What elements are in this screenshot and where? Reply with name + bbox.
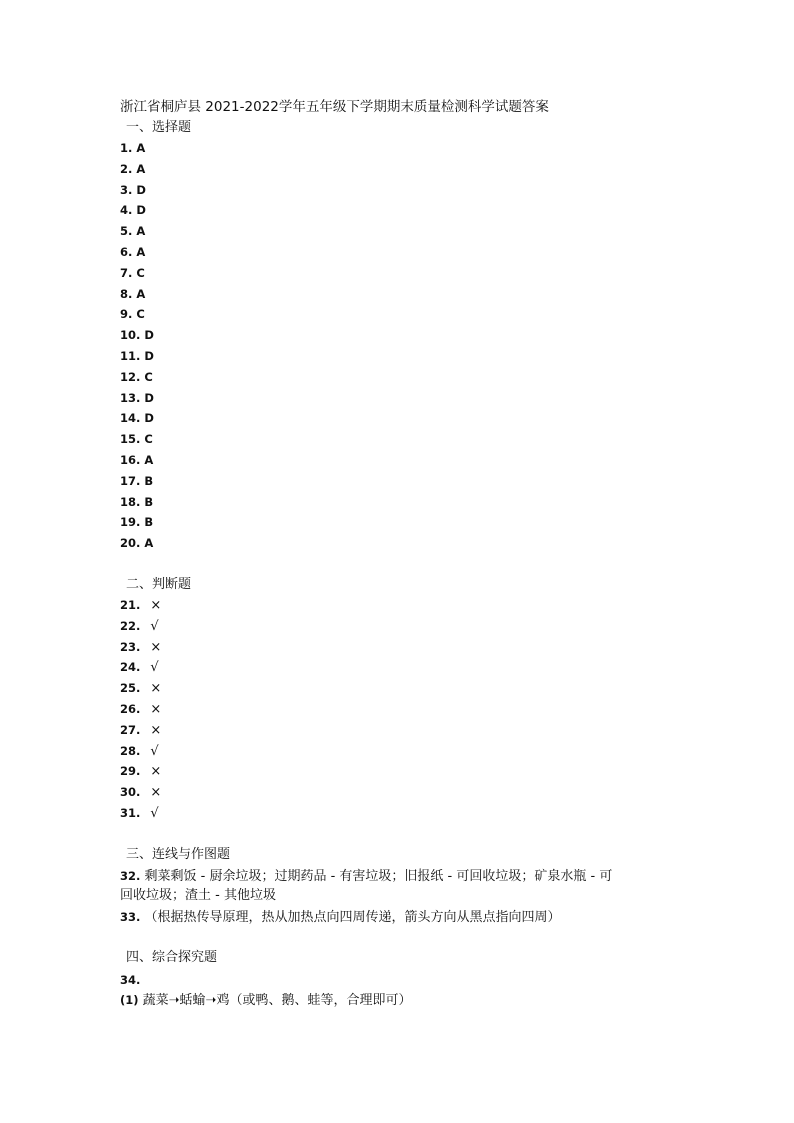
choice-answer-item <box>120 388 154 409</box>
answer-value: B <box>144 494 154 509</box>
question-number: 13. <box>120 390 141 405</box>
question-number: 5. <box>120 224 133 239</box>
judgement-answer-item <box>120 616 161 637</box>
answer-value: A <box>144 536 154 551</box>
question-number: 29. <box>120 764 141 779</box>
question-number: 2. <box>120 161 133 176</box>
answer-value: × <box>150 598 162 613</box>
question-number: 31. <box>120 805 141 820</box>
answer-text: 蔬菜➝蛞蝓➝鸡（或鸭、鹅、蛙等，合理即可） <box>142 993 412 1008</box>
answer-value: × <box>150 701 162 717</box>
question-number: 7. <box>120 265 133 280</box>
question-number: 20. <box>120 536 141 551</box>
section-heading-inquiry: 四、综合探究题 <box>126 950 218 965</box>
answer-text: 剩菜剩饭 - 厨余垃圾；过期药品 - 有害垃圾；旧报纸 - 可回收垃圾；矿泉水瓶 - 可 <box>144 869 613 884</box>
question-number: 24. <box>120 660 141 675</box>
question-number: 28. <box>120 743 141 758</box>
section-heading-choice: 一、选择题 <box>126 120 192 135</box>
question-number: 10. <box>120 328 141 343</box>
question-number: 25. <box>120 681 141 696</box>
judgement-answer-item <box>120 720 161 741</box>
answer-q33 <box>120 907 561 929</box>
question-number: 21. <box>120 598 141 612</box>
sub-question-number: (1) <box>120 993 139 1007</box>
answer-q32-line2: 回收垃圾；渣土 - 其他垃圾 <box>120 888 276 903</box>
question-number: 8. <box>120 286 133 301</box>
question-number: 9. <box>120 307 133 322</box>
answer-value: × <box>150 764 162 780</box>
answer-value: A <box>136 224 146 239</box>
answer-value: D <box>136 203 146 218</box>
answer-value: D <box>144 328 154 343</box>
question-number: 17. <box>120 473 141 488</box>
question-number: 11. <box>120 348 141 363</box>
answer-value: √ <box>150 660 159 676</box>
document-title: 浙江省桐庐县 2021-2022学年五年级下学期期末质量检测科学试题答案 <box>120 99 549 115</box>
question-number: 6. <box>120 244 133 259</box>
choice-answer-item <box>120 346 154 367</box>
answer-text: （根据热传导原理，热从加热点向四周传递，箭头方向从黑点指向四周） <box>144 910 561 925</box>
question-number: 19. <box>120 515 141 530</box>
judgement-answer-list <box>120 595 161 824</box>
question-number: 33. <box>120 910 141 924</box>
answer-q34-part1 <box>120 990 411 1012</box>
choice-answer-item <box>120 450 154 471</box>
section-heading-matching-drawing: 三、连线与作图题 <box>126 847 231 862</box>
judgement-answer-item <box>120 595 161 616</box>
answer-value: C <box>136 307 145 322</box>
choice-answer-item <box>120 429 154 450</box>
answer-value: D <box>144 390 154 405</box>
question-number: 32. <box>120 869 141 883</box>
answer-value: A <box>136 286 146 301</box>
question-number: 4. <box>120 203 133 218</box>
choice-answer-item <box>120 200 154 221</box>
choice-answer-item <box>120 304 154 325</box>
judgement-answer-item <box>120 803 161 824</box>
answer-value: D <box>144 348 154 363</box>
answer-q32-line1 <box>120 866 612 888</box>
choice-answer-item <box>120 533 154 554</box>
answer-value: A <box>136 161 146 176</box>
choice-answer-item <box>120 221 154 242</box>
judgement-answer-item <box>120 699 161 720</box>
answer-value: C <box>136 265 145 280</box>
question-number: 12. <box>120 369 141 384</box>
question-number: 16. <box>120 452 141 467</box>
choice-answer-item <box>120 325 154 346</box>
answer-value: √ <box>150 618 159 634</box>
question-number: 22. <box>120 618 141 633</box>
choice-answer-item <box>120 180 154 201</box>
answer-value: A <box>136 244 146 259</box>
choice-answer-item <box>120 159 154 180</box>
answer-value: B <box>144 473 154 488</box>
answer-value: D <box>136 182 146 197</box>
question-number: 3. <box>120 182 133 197</box>
answer-value: D <box>144 411 154 426</box>
answer-value: B <box>144 515 154 530</box>
answer-value: √ <box>150 743 159 759</box>
choice-answer-item <box>120 408 154 429</box>
choice-answer-item <box>120 263 154 284</box>
answer-value: C <box>144 369 153 384</box>
question-number: 27. <box>120 722 141 737</box>
answer-value: × <box>150 639 162 655</box>
choice-answer-item <box>120 367 154 388</box>
answer-value: × <box>150 722 162 738</box>
answer-value: A <box>144 452 154 467</box>
choice-answer-item <box>120 138 154 159</box>
question-number: 30. <box>120 785 141 800</box>
answer-value: A <box>136 141 146 155</box>
answer-value: × <box>150 785 162 801</box>
answer-value: √ <box>150 805 159 821</box>
judgement-answer-item <box>120 678 161 699</box>
answer-q34-number <box>120 970 140 992</box>
question-number: 18. <box>120 494 141 509</box>
question-number: 15. <box>120 432 141 447</box>
answer-value: × <box>150 681 162 697</box>
judgement-answer-item <box>120 761 161 782</box>
question-number: 1. <box>120 141 133 155</box>
section-heading-judgement: 二、判断题 <box>126 577 192 592</box>
choice-answer-item <box>120 242 154 263</box>
choice-answer-list <box>120 138 154 554</box>
question-number: 23. <box>120 639 141 654</box>
question-number: 26. <box>120 701 141 716</box>
choice-answer-item <box>120 512 154 533</box>
judgement-answer-item <box>120 741 161 762</box>
answer-value: C <box>144 432 153 447</box>
choice-answer-item <box>120 471 154 492</box>
question-number: 14. <box>120 411 141 426</box>
question-number: 34. <box>120 973 141 987</box>
judgement-answer-item <box>120 782 161 803</box>
judgement-answer-item <box>120 657 161 678</box>
choice-answer-item <box>120 492 154 513</box>
judgement-answer-item <box>120 637 161 658</box>
choice-answer-item <box>120 284 154 305</box>
